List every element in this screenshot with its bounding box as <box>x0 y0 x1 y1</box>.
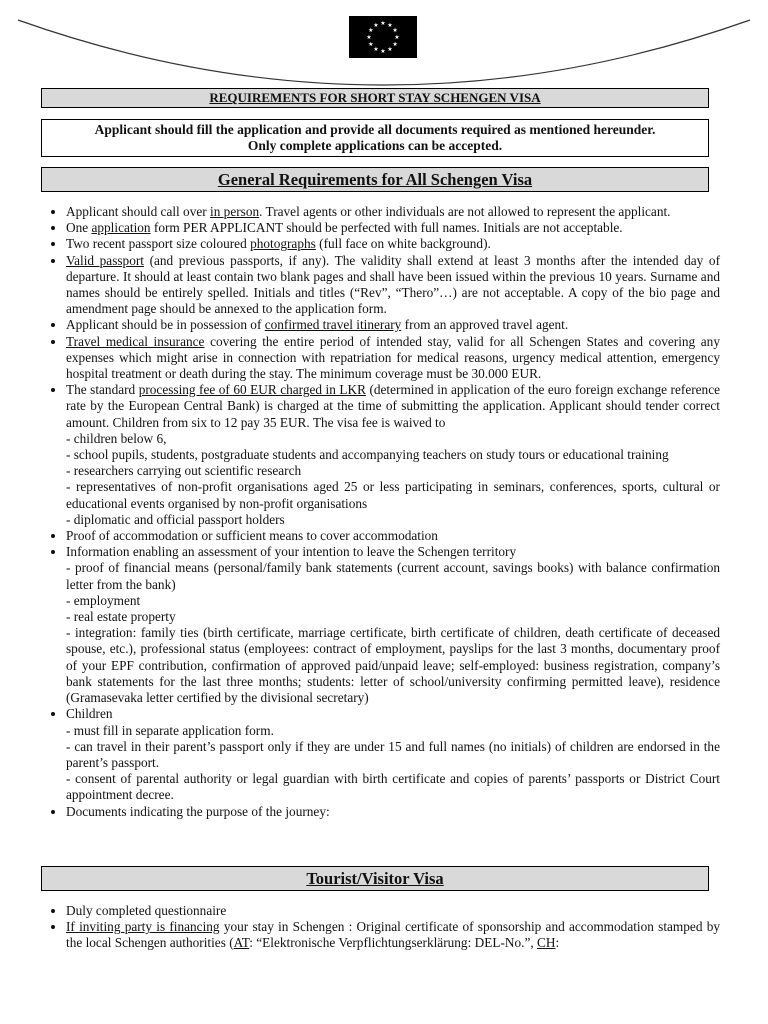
sub-item: - school pupils, students, postgraduate students and accompanying teachers on study tours or educational training <box>66 447 669 463</box>
list-item: • If inviting party is financing your stay in Schengen : Original certificate of sponsorship and accommodation stamped by the local Schengen authorities (AT: “Elektronische Verpflichtungserklärung: DEL-No.”, CH: <box>66 919 720 951</box>
star-icon: ★ <box>368 28 374 34</box>
star-icon: ★ <box>366 35 372 41</box>
star-icon: ★ <box>387 22 393 29</box>
general-requirements-list <box>48 204 720 820</box>
list-item: • Proof of accommodation or sufficient means to cover accommodation <box>66 528 720 544</box>
star-icon: ★ <box>368 42 374 48</box>
star-icon: ★ <box>392 28 398 34</box>
list-item: • Two recent passport size coloured photographs (full face on white background). <box>66 236 720 252</box>
tourist-visa-heading: Tourist/Visitor Visa <box>41 866 709 891</box>
list-item: • Valid passport (and previous passports, if any). The validity shall extend at least 3 months after the intended day of departure. It should at least contain two blank pages and shall have been issued within the previous 10 years. Surname and names should be entirely spelled. Initials and titles (“Rev”, “Thero”…) are not acceptable. A copy of the bio page and amendment page should be annexed to the application form. <box>66 253 720 318</box>
list-item: • Applicant should be in possession of confirmed travel itinerary from an approved travel agent. <box>66 317 720 333</box>
star-icon: ★ <box>380 21 386 27</box>
list-item: • Applicant should call over in person. Travel agents or other individuals are not allowed to represent the applicant. <box>66 204 720 220</box>
sub-item: - children below 6, <box>66 430 167 446</box>
document-title: REQUIREMENTS FOR SHORT STAY SCHENGEN VISA <box>41 88 709 108</box>
sub-item: - employment <box>66 592 141 608</box>
star-icon: ★ <box>394 35 400 41</box>
general-requirements-heading: General Requirements for All Schengen Visa <box>41 167 709 192</box>
sub-item: - integration: family ties (birth certificate, marriage certificate, birth certificate of children, death certificate of deceased spouse, etc.), professional status (employees: contract of employment, payslips for the last 3 months, documentary proof of your EPF contribution, confirmation of approved paid/unpaid leave; self-employed: business registration, company’s bank statements for the last three months; students: letter of school/university confirming permitted leave), residence (Gramasevaka letter certified by the divisional secretary) <box>66 625 720 706</box>
sub-item: - diplomatic and official passport holders <box>66 511 285 527</box>
notice-line-1: Applicant should fill the application and provide all documents required as mentioned hereunder. <box>94 122 656 137</box>
sub-item: - proof of financial means (personal/family bank statements (current account, savings books) with balance confirmation letter from the bank) <box>66 560 720 592</box>
notice-line-2: Only complete applications can be accepted. <box>247 138 503 153</box>
sub-item: - consent of parental authority or legal guardian with birth certificate and copies of parents’ passports or District Court appointment decree. <box>66 771 720 803</box>
list-item: • One application form PER APPLICANT should be perfected with full names. Initials are not acceptable. <box>66 220 720 236</box>
star-icon: ★ <box>387 47 393 54</box>
sub-item: - must fill in separate application form. <box>66 722 274 738</box>
star-icon: ★ <box>380 49 386 55</box>
list-item: • Travel medical insurance covering the entire period of intended stay, valid for all Schengen States and covering any expenses which might arise in connection with repatriation for medical reasons, urgency medical attention, emergency hospital treatment or death during the stay. The minimum coverage must be 30.000 EUR. <box>66 334 720 383</box>
notice-box <box>41 119 709 157</box>
star-icon: ★ <box>392 42 398 48</box>
eu-flag-icon <box>349 16 417 58</box>
sub-item: - representatives of non-profit organisations aged 25 or less participating in seminars, conferences, sports, cultural or educational events organised by non-profit organisations <box>66 479 720 511</box>
list-item: • Duly completed questionnaire <box>66 903 720 919</box>
list-item: • Children - must fill in separate application form. - can travel in their parent’s passport only if they are under 15 and full names (no initials) of children are endorsed in the parent’s passport. - consent of parental authority or legal guardian with birth certificate and copies of parents’ passports or District Court appointment decree. <box>66 706 720 803</box>
star-icon: ★ <box>373 47 379 54</box>
sub-item: - real estate property <box>66 609 176 625</box>
list-item: • Documents indicating the purpose of the journey: <box>66 804 720 820</box>
list-item: • Information enabling an assessment of your intention to leave the Schengen territory - proof of financial means (personal/family bank statements (current account, savings books) with balance confirmation letter from the bank) - employment - real estate property - integration: family ties (birth certificate, marriage certificate, birth certificate of children, death certificate of deceased spouse, etc.), professional status (employees: contract of employment, payslips for the last 3 months, documentary proof of your EPF contribution, confirmation of approved paid/unpaid leave; self-employed: business registration, company’s bank statements for the last three months; students: letter of school/university confirming permitted leave), residence (Gramasevaka letter certified by the divisional secretary) <box>66 544 720 706</box>
tourist-requirements-list <box>48 903 720 952</box>
star-icon: ★ <box>373 22 379 29</box>
sub-item: - researchers carrying out scientific research <box>66 463 302 479</box>
list-item: • The standard processing fee of 60 EUR charged in LKR (determined in application of the euro foreign exchange reference rate by the European Central Bank) is charged at the time of submitting the application. Applicant should tender correct amount. Children from six to 12 pay 35 EUR. The visa fee is waived to - children below 6, - school pupils, students, postgraduate students and accompanying teachers on study tours or educational training - researchers carrying out scientific research - representatives of non-profit organisations aged 25 or less participating in seminars, conferences, sports, cultural or educational events organised by non-profit organisations - diplomatic and official passport holders <box>66 382 720 528</box>
sub-item: - can travel in their parent’s passport only if they are under 15 and full names (no initials) of children are endorsed in the parent’s passport. <box>66 738 720 770</box>
